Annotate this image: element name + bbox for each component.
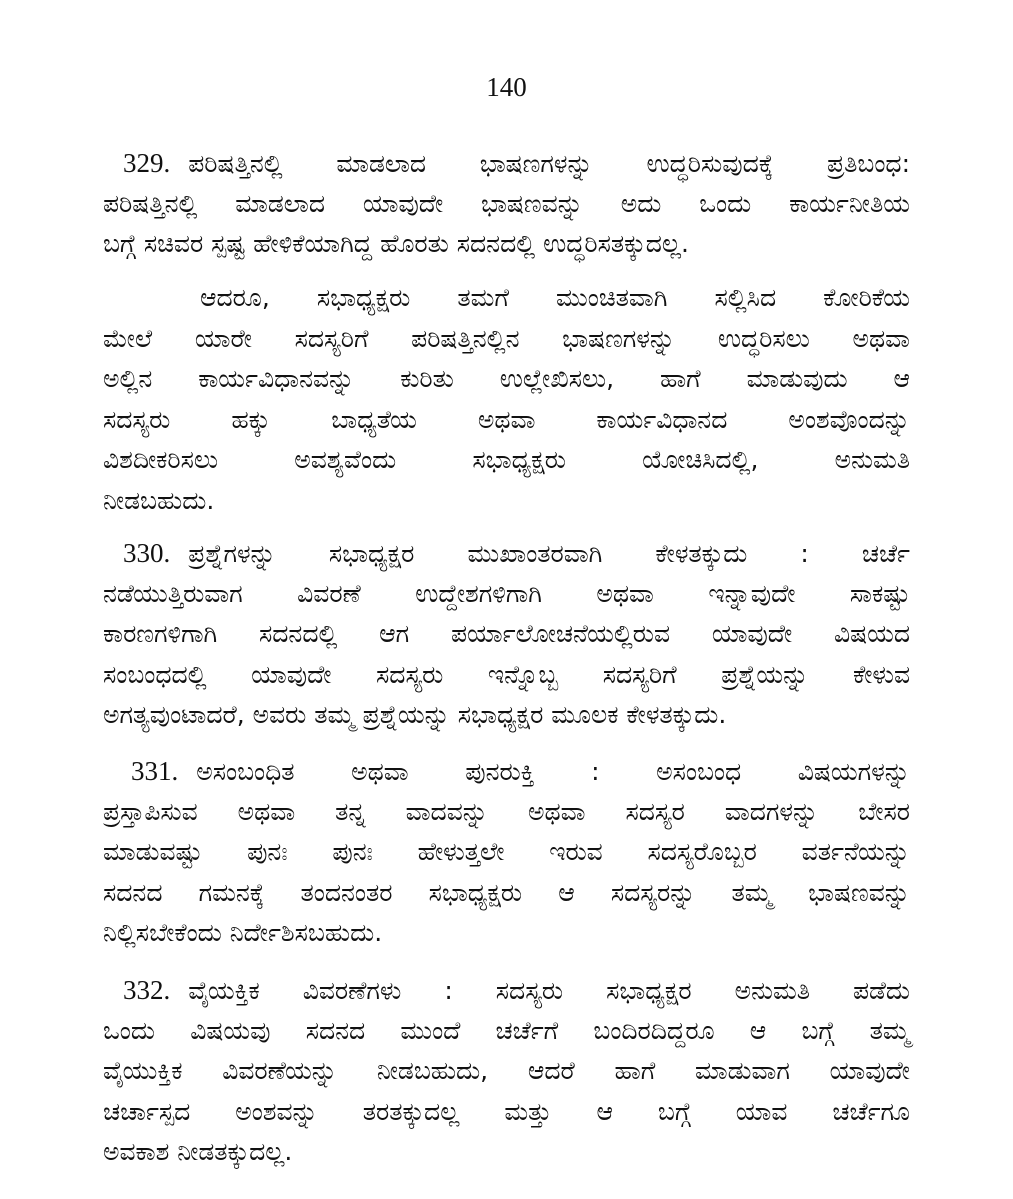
line-text: ವೈಯಕ್ತಿಕ ವಿವರಣೆಗಳು : ಸದಸ್ಯರು ಸಭಾಧ್ಯಕ್ಷರ ಅನುಮತಿ ಪಡೆದು: [188, 976, 910, 1005]
line-text: ಅಸಂಬಂಧಿತ ಅಥವಾ ಪುನರುಕ್ತಿ : ಅಸಂಬಂಧ ವಿಷಯಗಳನ್ನು: [196, 757, 910, 786]
text-line: [103, 873, 910, 913]
text-line: [103, 224, 910, 264]
page-number: 140: [486, 72, 527, 102]
line-text: ಪ್ರಶ್ನೆಗಳನ್ನು ಸಭಾಧ್ಯಕ್ಷರ ಮುಖಾಂತರವಾಗಿ ಕೇಳತಕ್ಕುದು : ಚರ್ಚೆ: [188, 539, 910, 568]
line-text: ಪರಿಷತ್ತಿನಲ್ಲಿ ಮಾಡಲಾದ ಭಾಷಣಗಳನ್ನು ಉದ್ಧರಿಸುವುದಕ್ಕೆ ಪ್ರತಿಬಂಧ:: [188, 149, 910, 178]
text-line: [103, 184, 910, 224]
text-line: [103, 400, 910, 440]
line-text: ಪರಿಷತ್ತಿನಲ್ಲಿ ಮಾಡಲಾದ ಯಾವುದೇ ಭಾಷಣವನ್ನು ಅದು ಒಂದು ಕಾರ್ಯನೀತಿಯ: [103, 188, 910, 218]
line-text: ಕಾರಣಗಳಿಗಾಗಿ ಸದನದಲ್ಲಿ ಆಗ ಪರ್ಯಾಲೋಚನೆಯಲ್ಲಿರುವ ಯಾವುದೇ ವಿಷಯದ: [103, 619, 910, 648]
text-line: [103, 832, 910, 872]
line-text: ಸದನದ ಗಮನಕ್ಕೆ ತಂದನಂತರ ಸಭಾಧ್ಯಕ್ಷರು ಆ ಸದಸ್ಯರನ್ನು ತಮ್ಮ ಭಾಷಣವನ್ನು: [103, 877, 910, 907]
line-text: ಬಗ್ಗೆ ಸಚಿವರ ಸ್ಪಷ್ಟ ಹೇಳಿಕೆಯಾಗಿದ್ದ ಹೊರತು ಸದನದಲ್ಲಿ ಉದ್ಧರಿಸತಕ್ಕುದಲ್ಲ.: [103, 229, 689, 258]
line-text: ಒಂದು ವಿಷಯವು ಸದನದ ಮುಂದೆ ಚರ್ಚೆಗೆ ಬಂದಿರದಿದ್ದರೂ ಆ ಬಗ್ಗೆ ತಮ್ಮ: [103, 1015, 910, 1045]
line-text: ನೀಡಬಹುದು.: [103, 485, 215, 515]
line-text: ವಿಶದೀಕರಿಸಲು ಅವಶ್ಯವೆಂದು ಸಭಾಧ್ಯಕ್ಷರು ಯೋಚಿಸಿದಲ್ಲಿ, ಅನುಮತಿ: [103, 445, 910, 474]
line-text: ಅಲ್ಲಿನ ಕಾರ್ಯವಿಧಾನವನ್ನು ಕುರಿತು ಉಲ್ಲೇಖಿಸಲು, ಹಾಗೆ ಮಾಡುವುದು ಆ: [103, 364, 910, 393]
section-number: 329.: [123, 148, 171, 178]
line-text: ನಿಲ್ಲಿಸಬೇಕೆಂದು ನಿರ್ದೇಶಿಸಬಹುದು.: [103, 918, 383, 947]
text-line: [123, 533, 910, 573]
line-text: ಮಾಡುವಷ್ಟು ಪುನಃ ಪುನಃ ಹೇಳುತ್ತಲೇ ಇರುವ ಸದಸ್ಯರೊಬ್ಬರ ವರ್ತನೆಯನ್ನು: [103, 837, 910, 866]
line-text: ಸಂಬಂಧದಲ್ಲಿ ಯಾವುದೇ ಸದಸ್ಯರು ಇನ್ನೊಬ್ಬ ಸದಸ್ಯರಿಗೆ ಪ್ರಶ್ನೆಯನ್ನು ಕೇಳುವ: [103, 659, 910, 689]
line-text: ಚರ್ಚಾಸ್ಪದ ಅಂಶವನ್ನು ತರತಕ್ಕುದಲ್ಲ ಮತ್ತು ಆ ಬಗ್ಗೆ ಯಾವ ಚರ್ಚೆಗೂ: [103, 1096, 910, 1126]
line-text: ವೈಯುಕ್ತಿಕ ವಿವರಣೆಯನ್ನು ನೀಡಬಹುದು, ಆದರೆ ಹಾಗೆ ಮಾಡುವಾಗ ಯಾವುದೇ: [103, 1056, 910, 1085]
section-number: 332.: [123, 975, 171, 1005]
section-number: 331.: [131, 756, 179, 786]
line-text: ಅಗತ್ಯವುಂಟಾದರೆ, ಅವರು ತಮ್ಮ ಪ್ರಶ್ನೆಯನ್ನು ಸಭಾಧ್ಯಕ್ಷರ ಮೂಲಕ ಕೇಳತಕ್ಕುದು.: [103, 700, 727, 729]
text-line: [103, 481, 910, 521]
text-line: [131, 751, 910, 791]
text-line: [103, 359, 910, 399]
text-line: [103, 319, 910, 359]
text-line: [103, 695, 910, 735]
line-text: ಆದರೂ, ಸಭಾಧ್ಯಕ್ಷರು ತಮಗೆ ಮುಂಚಿತವಾಗಿ ಸಲ್ಲಿಸಿದ ಕೋರಿಕೆಯ: [200, 283, 910, 312]
text-line: [200, 278, 910, 318]
line-text: ಸದಸ್ಯರು ಹಕ್ಕು ಬಾಧ್ಯತೆಯ ಅಥವಾ ಕಾರ್ಯವಿಧಾನದ ಅಂಶವೊಂದನ್ನು: [103, 404, 910, 434]
line-text: ಮೇಲೆ ಯಾರೇ ಸದಸ್ಯರಿಗೆ ಪರಿಷತ್ತಿನಲ್ಲಿನ ಭಾಷಣಗಳನ್ನು ಉದ್ಧರಿಸಲು ಅಥವಾ: [103, 323, 910, 353]
text-line: [123, 970, 910, 1010]
text-line: [103, 1132, 910, 1172]
text-line: [103, 614, 910, 654]
line-text: ನಡೆಯುತ್ತಿರುವಾಗ ವಿವರಣೆ ಉದ್ದೇಶಗಳಿಗಾಗಿ ಅಥವಾ ಇನ್ನಾವುದೇ ಸಾಕಷ್ಟು: [103, 578, 910, 608]
text-line: [103, 913, 910, 953]
text-line: [103, 655, 910, 695]
text-line: [103, 574, 910, 614]
text-line: [103, 792, 910, 832]
text-line: [103, 440, 910, 480]
line-text: ಅವಕಾಶ ನೀಡತಕ್ಕುದಲ್ಲ.: [103, 1137, 293, 1166]
section-number: 330.: [123, 538, 171, 568]
text-line: [103, 1011, 910, 1051]
text-line: [123, 143, 910, 183]
text-line: [103, 1051, 910, 1091]
text-line: [103, 1092, 910, 1132]
line-text: ಪ್ರಸ್ತಾಪಿಸುವ ಅಥವಾ ತನ್ನ ವಾದವನ್ನು ಅಥವಾ ಸದಸ್ಯರ ವಾದಗಳನ್ನು ಬೇಸರ: [103, 796, 910, 826]
